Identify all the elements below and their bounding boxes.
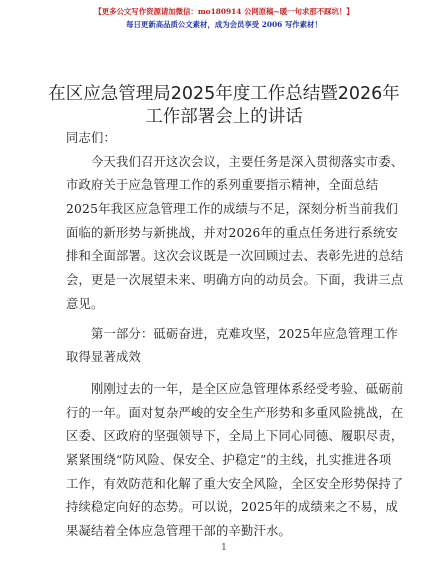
document-title [40, 83, 408, 129]
banner-promo-line: 【更多公文写作资源请加微信：mo180914 公网原稿~暖一句求那不踩坑！】 [94, 7, 354, 16]
paragraph-line: 2025年我区应急管理工作的成绩与不足，深刻分析当前我们 [66, 202, 399, 217]
header-banner [0, 5, 448, 31]
paragraph-line: 果凝结着全体应急管理干部的辛勤汗水。 [66, 524, 291, 538]
paragraph-line: 刚刚过去的一年，是全区应急管理体系经受考验、砥砺前 [66, 381, 404, 396]
paragraph-line: 区委、区政府的坚强领导下，全局上下同心同德、履职尽责， [66, 429, 404, 444]
paragraph-line: 紧紧围绕“防风险、保安全、护稳定”的主线，扎实推进各项 [66, 452, 392, 467]
paragraph-line: 行的一年。面对复杂严峻的安全生产形势和多重风险挑战，在 [66, 405, 404, 420]
title-line-2: 工作部署会上的讲话 [145, 107, 303, 127]
paragraph-line: 排和全面部署。这次会议既是一次回顾过去、表彰先进的总结 [66, 249, 404, 264]
title-line-1: 在区应急管理局2025年度工作总结暨2026年 [48, 84, 400, 104]
paragraph-line: 今天我们召开这次会议，主要任务是深入贯彻落实市委、 [66, 154, 404, 169]
paragraph-line: 市政府关于应急管理工作的系列重要指示精神，全面总结 [66, 178, 379, 193]
page-number: 1 [221, 543, 227, 553]
paragraph-line: 持续稳定向好的态势。可以说，2025年的成绩来之不易，成 [66, 500, 399, 515]
section-heading-line: 第一部分：砥砺奋进，克难攻坚，2025年应急管理工作 [66, 326, 399, 341]
document-body [66, 127, 404, 544]
section-heading-line: 取得显著成效 [66, 350, 141, 365]
paragraph-line: 会，更是一次展望未来、明确方向的动员会。下面，我讲三点 [66, 273, 404, 288]
paragraph-line: 意见。 [66, 296, 104, 311]
paragraph-line: 面临的新形势与新挑战，并对2026年的重点任务进行系统安 [66, 225, 399, 240]
banner-member-line: 每日更新高品质公文素材，成为会员享受 2006 写作素材！ [126, 20, 322, 29]
paragraph-line: 工作，有效防范和化解了重大安全风险，全区安全形势保持了 [66, 476, 404, 491]
salutation: 同志们： [66, 131, 116, 145]
